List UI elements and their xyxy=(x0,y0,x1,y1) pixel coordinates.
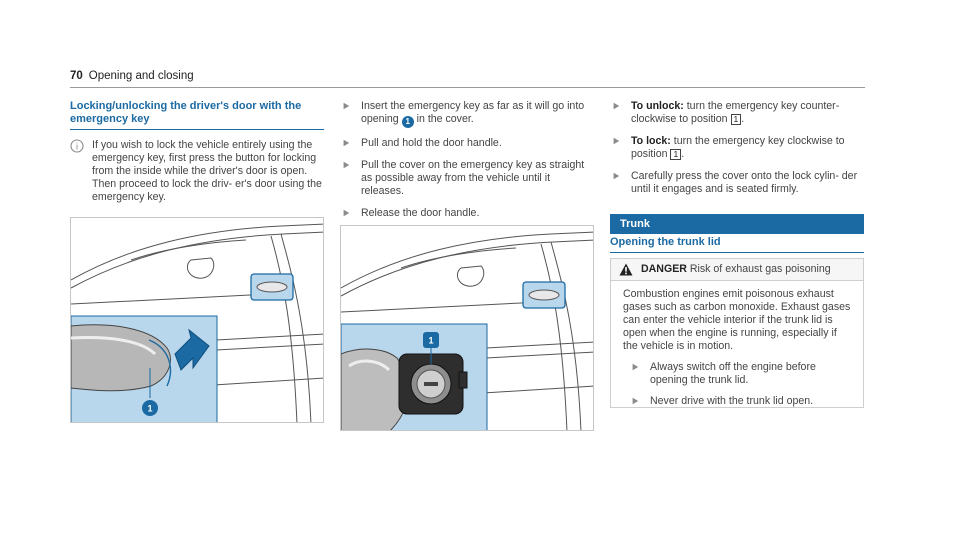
unlock-label: To unlock: xyxy=(631,100,684,112)
step3-text: Pull the cover on the emergency key as straight as possible away from the vehicle until it releases. xyxy=(361,159,585,197)
press-cover-text: Carefully press the cover onto the lock cylin- der until it engages and is seated firmly. xyxy=(631,170,858,195)
play-arrow-icon xyxy=(340,137,352,147)
play-arrow-icon xyxy=(340,207,352,217)
play-arrow-icon xyxy=(340,159,352,169)
header-divider xyxy=(70,87,865,88)
svg-text:i: i xyxy=(75,142,79,153)
column-lock-unlock xyxy=(610,100,864,205)
danger-text: Combustion engines emit poisonous exhaust gases such as carbon monoxide. Exhaust gases can enter the vehicle interior if the trunk lid is open when the engine is running, especially if the vehicle is in motion. xyxy=(623,288,851,352)
lock-text: turn the emergency key clockwise to position xyxy=(631,135,845,160)
danger-action-1-text: Always switch off the engine before opening the trunk lid. xyxy=(650,361,816,386)
step-press-cover xyxy=(610,170,864,196)
play-arrow-icon xyxy=(610,170,622,180)
step2-text: Pull and hold the door handle. xyxy=(361,137,502,149)
danger-action-never-drive xyxy=(623,395,853,408)
step-release-handle xyxy=(340,207,594,220)
danger-action-switch-off xyxy=(623,361,853,387)
play-arrow-icon xyxy=(629,395,641,405)
play-arrow-icon xyxy=(610,100,622,110)
page-header xyxy=(70,70,194,82)
danger-box xyxy=(610,258,864,408)
step1-text-a: Insert the emergency key as far as it will go into opening xyxy=(361,100,585,125)
step1-text-b: in the cover. xyxy=(416,113,474,125)
step-pull-handle xyxy=(340,137,594,150)
door-handle-illustration xyxy=(70,217,324,423)
column-emergency-key-steps xyxy=(340,100,594,229)
callout-1: 1 xyxy=(428,335,434,346)
danger-label: DANGER xyxy=(641,263,687,275)
step-lock: To lock: turn the emergency key clockwise to position 1 . xyxy=(610,135,864,161)
unlock-text: turn the emergency key counter- clockwise to position xyxy=(631,100,840,125)
position-key-1: 1 xyxy=(731,114,742,125)
lock-label: To lock: xyxy=(631,135,671,147)
column-driver-door xyxy=(70,100,324,204)
play-arrow-icon xyxy=(629,361,641,371)
step-unlock: To unlock: turn the emergency key counter- clockwise to position 1 . xyxy=(610,100,864,126)
play-arrow-icon xyxy=(340,100,352,110)
driver-door-heading: Locking/unlocking the driver's door with the emergency key xyxy=(70,100,324,130)
step-pull-cover xyxy=(340,159,594,198)
door-handle-drawing xyxy=(71,218,324,423)
lock-cylinder-illustration xyxy=(340,225,594,431)
danger-header xyxy=(611,259,863,281)
step4-text: Release the door handle. xyxy=(361,207,480,219)
step-insert-key xyxy=(340,100,594,128)
danger-body xyxy=(611,281,863,408)
callout-1-inline: 1 xyxy=(402,116,414,128)
lock-cylinder-drawing xyxy=(341,226,594,431)
danger-action-2-text: Never drive with the trunk lid open. xyxy=(650,395,814,407)
position-key-1: 1 xyxy=(670,149,681,160)
danger-title: Risk of exhaust gas poisoning xyxy=(689,263,831,275)
play-arrow-icon xyxy=(610,135,622,145)
callout-1: 1 xyxy=(147,403,153,414)
opening-trunk-heading: Opening the trunk lid xyxy=(610,236,864,253)
trunk-section-bar: Trunk xyxy=(610,214,864,234)
note-block xyxy=(70,139,324,204)
note-text: If you wish to lock the vehicle entirely using the emergency key, first press the button for locking from the inside while the driver's door is open. Then proceed to lock the driv- er's door using the emergency key. xyxy=(92,139,322,203)
info-note-icon xyxy=(70,139,84,153)
warning-triangle-icon xyxy=(619,263,633,276)
page-number: 70 xyxy=(70,70,83,82)
section-title: Opening and closing xyxy=(88,70,194,82)
